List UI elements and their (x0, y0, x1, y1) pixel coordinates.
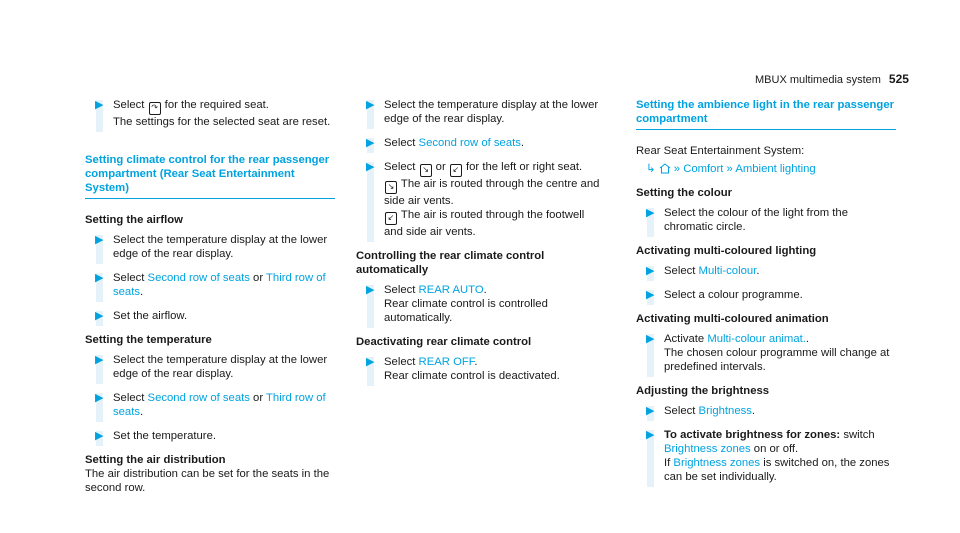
system-label: Rear Seat Entertainment System: (636, 145, 805, 157)
link-rear-auto[interactable]: REAR AUTO (418, 284, 484, 296)
link-brightness-zones[interactable]: Brightness zones (673, 457, 761, 469)
subheading-colour: Setting the colour (636, 187, 733, 199)
step-arrow-icon: ▶ (646, 333, 655, 345)
step-arrow-icon: ▶ (646, 265, 655, 277)
vent-centre-icon: ↘ (420, 164, 432, 177)
link-comfort[interactable]: Comfort (683, 163, 724, 175)
link-second-row[interactable]: Second row of seats (147, 272, 250, 284)
step: ▶ Select Second row of seats or Third row of seats. (85, 271, 335, 299)
step-arrow-icon: ▶ (646, 289, 655, 301)
text-distribution: The air distribution can be set for the seats in the second row. (85, 468, 330, 494)
reset-icon: ↷ (149, 102, 161, 115)
step-arrow-icon: ▶ (366, 356, 375, 368)
section-heading-ambience: Setting the ambience light in the rear passenger compartment (636, 98, 896, 130)
page-number: 525 (888, 72, 909, 86)
step-reset-seat: ▶ Select ↷ for the required seat. The settings for the selected seat are reset. (85, 98, 335, 129)
vent-centre-icon: ↘ (385, 181, 397, 194)
subheading-animation: Activating multi-coloured animation (636, 313, 829, 325)
step-arrow-icon: ▶ (366, 284, 375, 296)
step: ▶ Set the temperature. (85, 429, 335, 443)
link-multi-colour[interactable]: Multi-colour (698, 265, 757, 277)
column-left (85, 98, 335, 499)
column-right (636, 98, 896, 494)
link-multi-colour-animation[interactable]: Multi-colour animat. (707, 333, 806, 345)
manual-title: MBUX multimedia system (755, 74, 881, 86)
vent-footwell-icon: ↙ (385, 212, 397, 225)
path-arrow-icon: ↳ (646, 163, 656, 175)
step: ▶ Select the temperature display at the lower edge of the rear display. (85, 353, 335, 381)
subheading-brightness: Adjusting the brightness (636, 385, 770, 397)
step-brightness-zones: ▶ To activate brightness for zones: switch Brightness zones on or off. If Brightness zones is switched on, the zones can be set individually. (636, 428, 896, 484)
page-header (755, 72, 909, 87)
step: ▶ Select Multi-colour. (636, 264, 896, 278)
subheading-temperature: Setting the temperature (85, 334, 212, 346)
step: ▶ Select the colour of the light from the chromatic circle. (636, 206, 896, 234)
step-arrow-icon: ▶ (366, 137, 375, 149)
menu-path (636, 162, 896, 176)
link-brightness[interactable]: Brightness (698, 405, 752, 417)
subheading-deactivate: Deactivating rear climate control (356, 336, 532, 348)
step: ▶ Select Second row of seats or Third row of seats. (85, 391, 335, 419)
subheading-multicolour: Activating multi-coloured lighting (636, 245, 817, 257)
link-third-row[interactable]: Third row of seats (113, 392, 326, 418)
vent-footwell-icon: ↙ (450, 164, 462, 177)
step: ▶ Activate Multi-colour animat.. The chosen colour programme will change at predefined intervals. (636, 332, 896, 374)
step: ▶ Select REAR OFF. Rear climate control is deactivated. (356, 355, 606, 383)
link-second-row[interactable]: Second row of seats (147, 392, 250, 404)
step-air-distribution: ▶ Select ↘ or ↙ for the left or right seat. ↘ The air is routed through the centre and side air vents. ↙ The air is routed through the footwell and side air vents. (356, 160, 606, 239)
step-arrow-icon: ▶ (95, 392, 104, 404)
link-third-row[interactable]: Third row of seats (113, 272, 326, 298)
subheading-auto: Controlling the rear climate control automatically (356, 250, 545, 276)
section-heading-climate: Setting climate control for the rear passenger compartment (Rear Seat Entertainment System) (85, 153, 335, 199)
step-arrow-icon: ▶ (95, 234, 104, 246)
step-arrow-icon: ▶ (646, 207, 655, 219)
link-second-row[interactable]: Second row of seats (418, 137, 521, 149)
step-arrow-icon: ▶ (95, 354, 104, 366)
step: ▶ Select a colour programme. (636, 288, 896, 302)
path-separator-icon: » (726, 163, 733, 175)
step: ▶ Select the temperature display at the lower edge of the rear display. (85, 233, 335, 261)
step-arrow-icon: ▶ (95, 272, 104, 284)
step-arrow-icon: ▶ (366, 161, 375, 173)
link-brightness-zones[interactable]: Brightness zones (664, 443, 751, 455)
link-ambient-lighting[interactable]: Ambient lighting (735, 163, 816, 175)
step-arrow-icon: ▶ (366, 99, 375, 111)
link-rear-off[interactable]: REAR OFF (418, 356, 475, 368)
subheading-airflow: Setting the airflow (85, 214, 183, 226)
step-arrow-icon: ▶ (646, 429, 655, 441)
step: ▶ Select Second row of seats. (356, 136, 606, 150)
step: ▶ Set the airflow. (85, 309, 335, 323)
step: ▶ Select the temperature display at the lower edge of the rear display. (356, 98, 606, 126)
path-separator-icon: » (673, 163, 681, 175)
step-arrow-icon: ▶ (646, 405, 655, 417)
subheading-distribution: Setting the air distribution (85, 454, 226, 466)
home-icon (659, 163, 671, 174)
step-arrow-icon: ▶ (95, 99, 104, 111)
column-middle (356, 98, 606, 393)
step-arrow-icon: ▶ (95, 430, 104, 442)
step: ▶ Select REAR AUTO. Rear climate control is controlled automatically. (356, 283, 606, 325)
step-arrow-icon: ▶ (95, 310, 104, 322)
step: ▶ Select Brightness. (636, 404, 896, 418)
